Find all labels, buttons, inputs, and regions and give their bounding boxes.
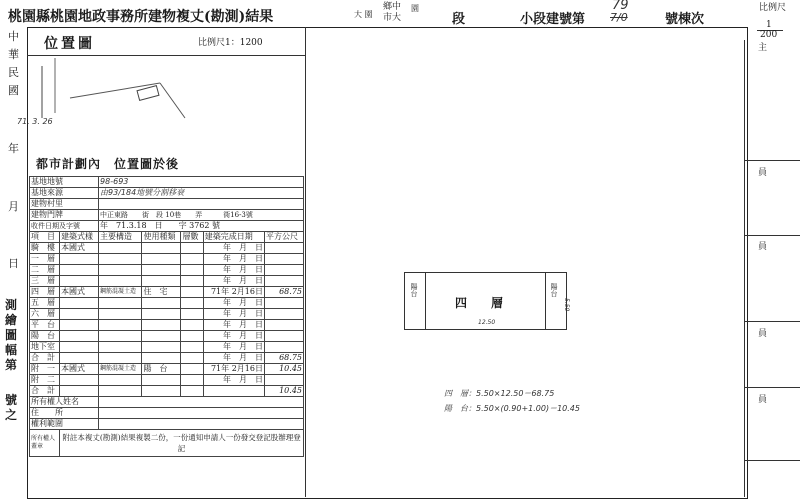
note-block-label: 所有權人蓋章 (30, 430, 60, 457)
row-date: 年 月 日 (203, 243, 264, 254)
row-item: 六 層 (30, 309, 60, 320)
right-col-label: 員 (758, 329, 768, 339)
row-floors (181, 331, 203, 342)
row-use (142, 276, 181, 287)
row-date: 年 月 日 (203, 342, 264, 353)
row-use (142, 320, 181, 331)
row-floors (181, 298, 203, 309)
row-style: 本國式 (60, 364, 99, 375)
row-date: 年 月 日 (203, 331, 264, 342)
row-date: 年 月 日 (203, 254, 264, 265)
plan-left-balcony-line (425, 272, 426, 329)
form-row (30, 364, 304, 375)
row-area: 68.75 (264, 287, 303, 298)
form-row (30, 375, 304, 386)
panel-divider (305, 27, 306, 497)
col-header: 平方公尺 (264, 232, 303, 243)
row-date: 年 月 日 (203, 353, 264, 364)
address-label: 建物門牌 (30, 210, 99, 221)
right-col-line (745, 160, 800, 161)
row-area (264, 265, 303, 276)
location-header-line (27, 55, 305, 56)
row-floors (181, 364, 203, 375)
row-area: 10.45 (264, 386, 303, 397)
township-bottom: 市大 (383, 13, 402, 23)
row-use: 陽 台 (142, 364, 181, 375)
row-use (142, 353, 181, 364)
row-date: 71年 2月16日 (203, 364, 264, 375)
row-use: 住 宅 (142, 287, 181, 298)
case-value: 年 71.3.18 日 字 3762 號 (99, 221, 304, 232)
right-col-label: 員 (758, 395, 768, 405)
row-style (60, 353, 99, 364)
row-area (264, 342, 303, 353)
area-calc-balcony: 陽 台：5.50×(0.90+1.00)＝10.45 (444, 404, 580, 413)
row-floors (181, 254, 203, 265)
row-style (60, 298, 99, 309)
scale-label: 比例尺 (759, 3, 787, 13)
row-item: 附 二 (30, 375, 60, 386)
col-header: 建築式樣 (60, 232, 99, 243)
form-row (30, 287, 304, 298)
row-item: 二 層 (30, 265, 60, 276)
row-date: 年 月 日 (203, 320, 264, 331)
margin-char: 華 (8, 48, 19, 61)
plan-right-side: 陽台 (550, 283, 558, 297)
col-header: 項 目 (30, 232, 60, 243)
margin-char: 日 (8, 257, 19, 270)
row-structure (99, 386, 142, 397)
row-structure (99, 309, 142, 320)
row-structure (99, 353, 142, 364)
form-footer-rows (30, 397, 304, 457)
row-style (60, 375, 99, 386)
form-row (30, 386, 304, 397)
right-col-label: 員 (758, 242, 768, 252)
form-row (30, 331, 304, 342)
right-col-line (745, 387, 800, 388)
form-header-rows (30, 177, 304, 243)
row-floors (181, 353, 203, 364)
form-row (30, 265, 304, 276)
row-area: 10.45 (264, 364, 303, 375)
form-row (30, 254, 304, 265)
row-item: 四 層 (30, 287, 60, 298)
building-suffix: 號棟次 (665, 12, 705, 27)
col-header: 主要構造 (99, 232, 142, 243)
form-row (30, 353, 304, 364)
location-scale: 比例尺1：1200 (198, 38, 263, 48)
base-no-label: 基地地號 (30, 177, 99, 188)
row-structure (99, 298, 142, 309)
row-date: 年 月 日 (203, 265, 264, 276)
col-header: 使用種類 (142, 232, 181, 243)
plan-center-label: 四 層 (455, 296, 504, 310)
end-char: 之 (5, 408, 18, 422)
township-mark: 園 (411, 4, 419, 13)
plan-right-dimension: 5.50 (563, 298, 570, 312)
row-structure (99, 331, 142, 342)
row-floors (181, 276, 203, 287)
row-use (142, 309, 181, 320)
margin-char: 國 (8, 84, 19, 97)
survey-char: 測 (5, 298, 18, 312)
row-area (264, 375, 303, 386)
row-style (60, 276, 99, 287)
row-date (203, 386, 264, 397)
residence-label: 住 所 (30, 408, 99, 419)
row-use (142, 243, 181, 254)
row-item: 五 層 (30, 298, 60, 309)
form-row (30, 320, 304, 331)
building-number: 79 (612, 0, 629, 13)
row-floors (181, 309, 203, 320)
address-value: 中正東路 街 段 10巷 弄 衖16-3號 (99, 210, 304, 221)
location-title: 位置圖 (44, 36, 95, 52)
row-style (60, 254, 99, 265)
village-value (99, 199, 304, 210)
row-floors (181, 386, 203, 397)
row-floors (181, 287, 203, 298)
township-top: 鄉中 (383, 2, 402, 12)
document-title: 桃園縣桃園地政事務所建物複丈(勘測)結果 (8, 9, 274, 25)
survey-char: 第 (5, 358, 18, 372)
column-header-row (30, 232, 304, 243)
right-col-line (745, 460, 800, 461)
case-label: 收件日期及字號 (30, 221, 99, 232)
row-style (60, 342, 99, 353)
residence-value (99, 408, 304, 419)
row-item: 附 一 (30, 364, 60, 375)
survey-char: 圖 (5, 328, 18, 342)
margin-char: 民 (8, 66, 19, 79)
scale-value: 1 (766, 20, 772, 30)
row-structure (99, 320, 142, 331)
row-date: 年 月 日 (203, 309, 264, 320)
form-row (30, 298, 304, 309)
margin-char: 月 (8, 200, 19, 213)
right-strip-divider (744, 40, 745, 497)
row-area (264, 309, 303, 320)
margin-char: 年 (8, 142, 19, 155)
col-header: 建築完成日期 (203, 232, 264, 243)
row-style (60, 331, 99, 342)
row-floors (181, 342, 203, 353)
row-area (264, 331, 303, 342)
row-style: 本國式 (60, 243, 99, 254)
plan-bottom-dimension: 12.50 (478, 319, 496, 326)
row-area (264, 298, 303, 309)
plan-left-side: 陽台 (410, 283, 418, 297)
survey-char: 幅 (5, 343, 18, 357)
row-style: 本國式 (60, 287, 99, 298)
row-use (142, 254, 181, 265)
row-floors (181, 265, 203, 276)
survey-char: 繪 (5, 313, 18, 327)
row-style (60, 386, 99, 397)
row-structure (99, 276, 142, 287)
row-area (264, 276, 303, 287)
row-floors (181, 375, 203, 386)
row-area (264, 320, 303, 331)
row-structure (99, 243, 142, 254)
margin-date: 71. 3. 26 (17, 117, 53, 126)
form-data-rows (30, 243, 304, 397)
form-row (30, 342, 304, 353)
base-no-value: 98-693 (99, 177, 304, 188)
end-char: 號 (5, 393, 18, 407)
struck-number: 7/0 (610, 11, 628, 24)
row-use (142, 386, 181, 397)
row-date: 年 月 日 (203, 375, 264, 386)
row-item: 三 層 (30, 276, 60, 287)
form-row (30, 276, 304, 287)
row-structure: 鋼筋混凝土造 (99, 364, 142, 375)
area-calc-main: 四 層：5.50×12.50＝68.75 (444, 389, 555, 398)
owner-label: 所有權人姓名 (30, 397, 99, 408)
row-structure (99, 375, 142, 386)
rights-value (99, 419, 304, 430)
row-use (142, 342, 181, 353)
footnote: 附註本複丈(勘測)結果複製二份，一份通知申請人一份發交登記股辦理登記 (60, 430, 304, 457)
row-date: 年 月 日 (203, 276, 264, 287)
row-item: 一 層 (30, 254, 60, 265)
row-style (60, 309, 99, 320)
row-date: 71年 2月16日 (203, 287, 264, 298)
row-area: 68.75 (264, 353, 303, 364)
row-item: 騎 樓 (30, 243, 60, 254)
row-structure (99, 342, 142, 353)
row-structure: 鋼筋混凝土造 (99, 287, 142, 298)
county-options: 大 園 (354, 10, 373, 19)
row-use (142, 375, 181, 386)
row-area (264, 254, 303, 265)
base-source-value: 由93/184地號分割移衰 (99, 188, 304, 199)
row-use (142, 265, 181, 276)
row-structure (99, 265, 142, 276)
margin-char: 中 (8, 30, 19, 43)
row-date: 年 月 日 (203, 298, 264, 309)
row-floors (181, 320, 203, 331)
right-col-line (745, 235, 800, 236)
scale-denominator: 200 (760, 30, 778, 40)
property-form-table (29, 176, 304, 457)
col-header: 層數 (181, 232, 203, 243)
location-sketch (30, 58, 300, 138)
row-structure (99, 254, 142, 265)
row-item: 平 台 (30, 320, 60, 331)
row-item: 陽 台 (30, 331, 60, 342)
rights-label: 權利範圍 (30, 419, 99, 430)
subsection-label: 小段建號第 (520, 12, 586, 27)
row-style (60, 265, 99, 276)
right-col-label: 員 (758, 168, 768, 178)
form-row (30, 309, 304, 320)
row-floors (181, 243, 203, 254)
row-item: 合 計 (30, 353, 60, 364)
row-use (142, 331, 181, 342)
plan-right-balcony-line (545, 272, 546, 329)
row-area (264, 243, 303, 254)
row-item: 合 計 (30, 386, 60, 397)
right-col-line (745, 321, 800, 322)
base-source-label: 基地來源 (30, 188, 99, 199)
location-note: 都市計劃內 位置圖於後 (36, 157, 180, 171)
section-label: 段 (452, 12, 466, 27)
row-item: 地下室 (30, 342, 60, 353)
row-use (142, 298, 181, 309)
owner-value (99, 397, 304, 408)
form-row (30, 243, 304, 254)
village-label: 建物村里 (30, 199, 99, 210)
row-style (60, 320, 99, 331)
right-col-label: 主 (758, 43, 768, 53)
